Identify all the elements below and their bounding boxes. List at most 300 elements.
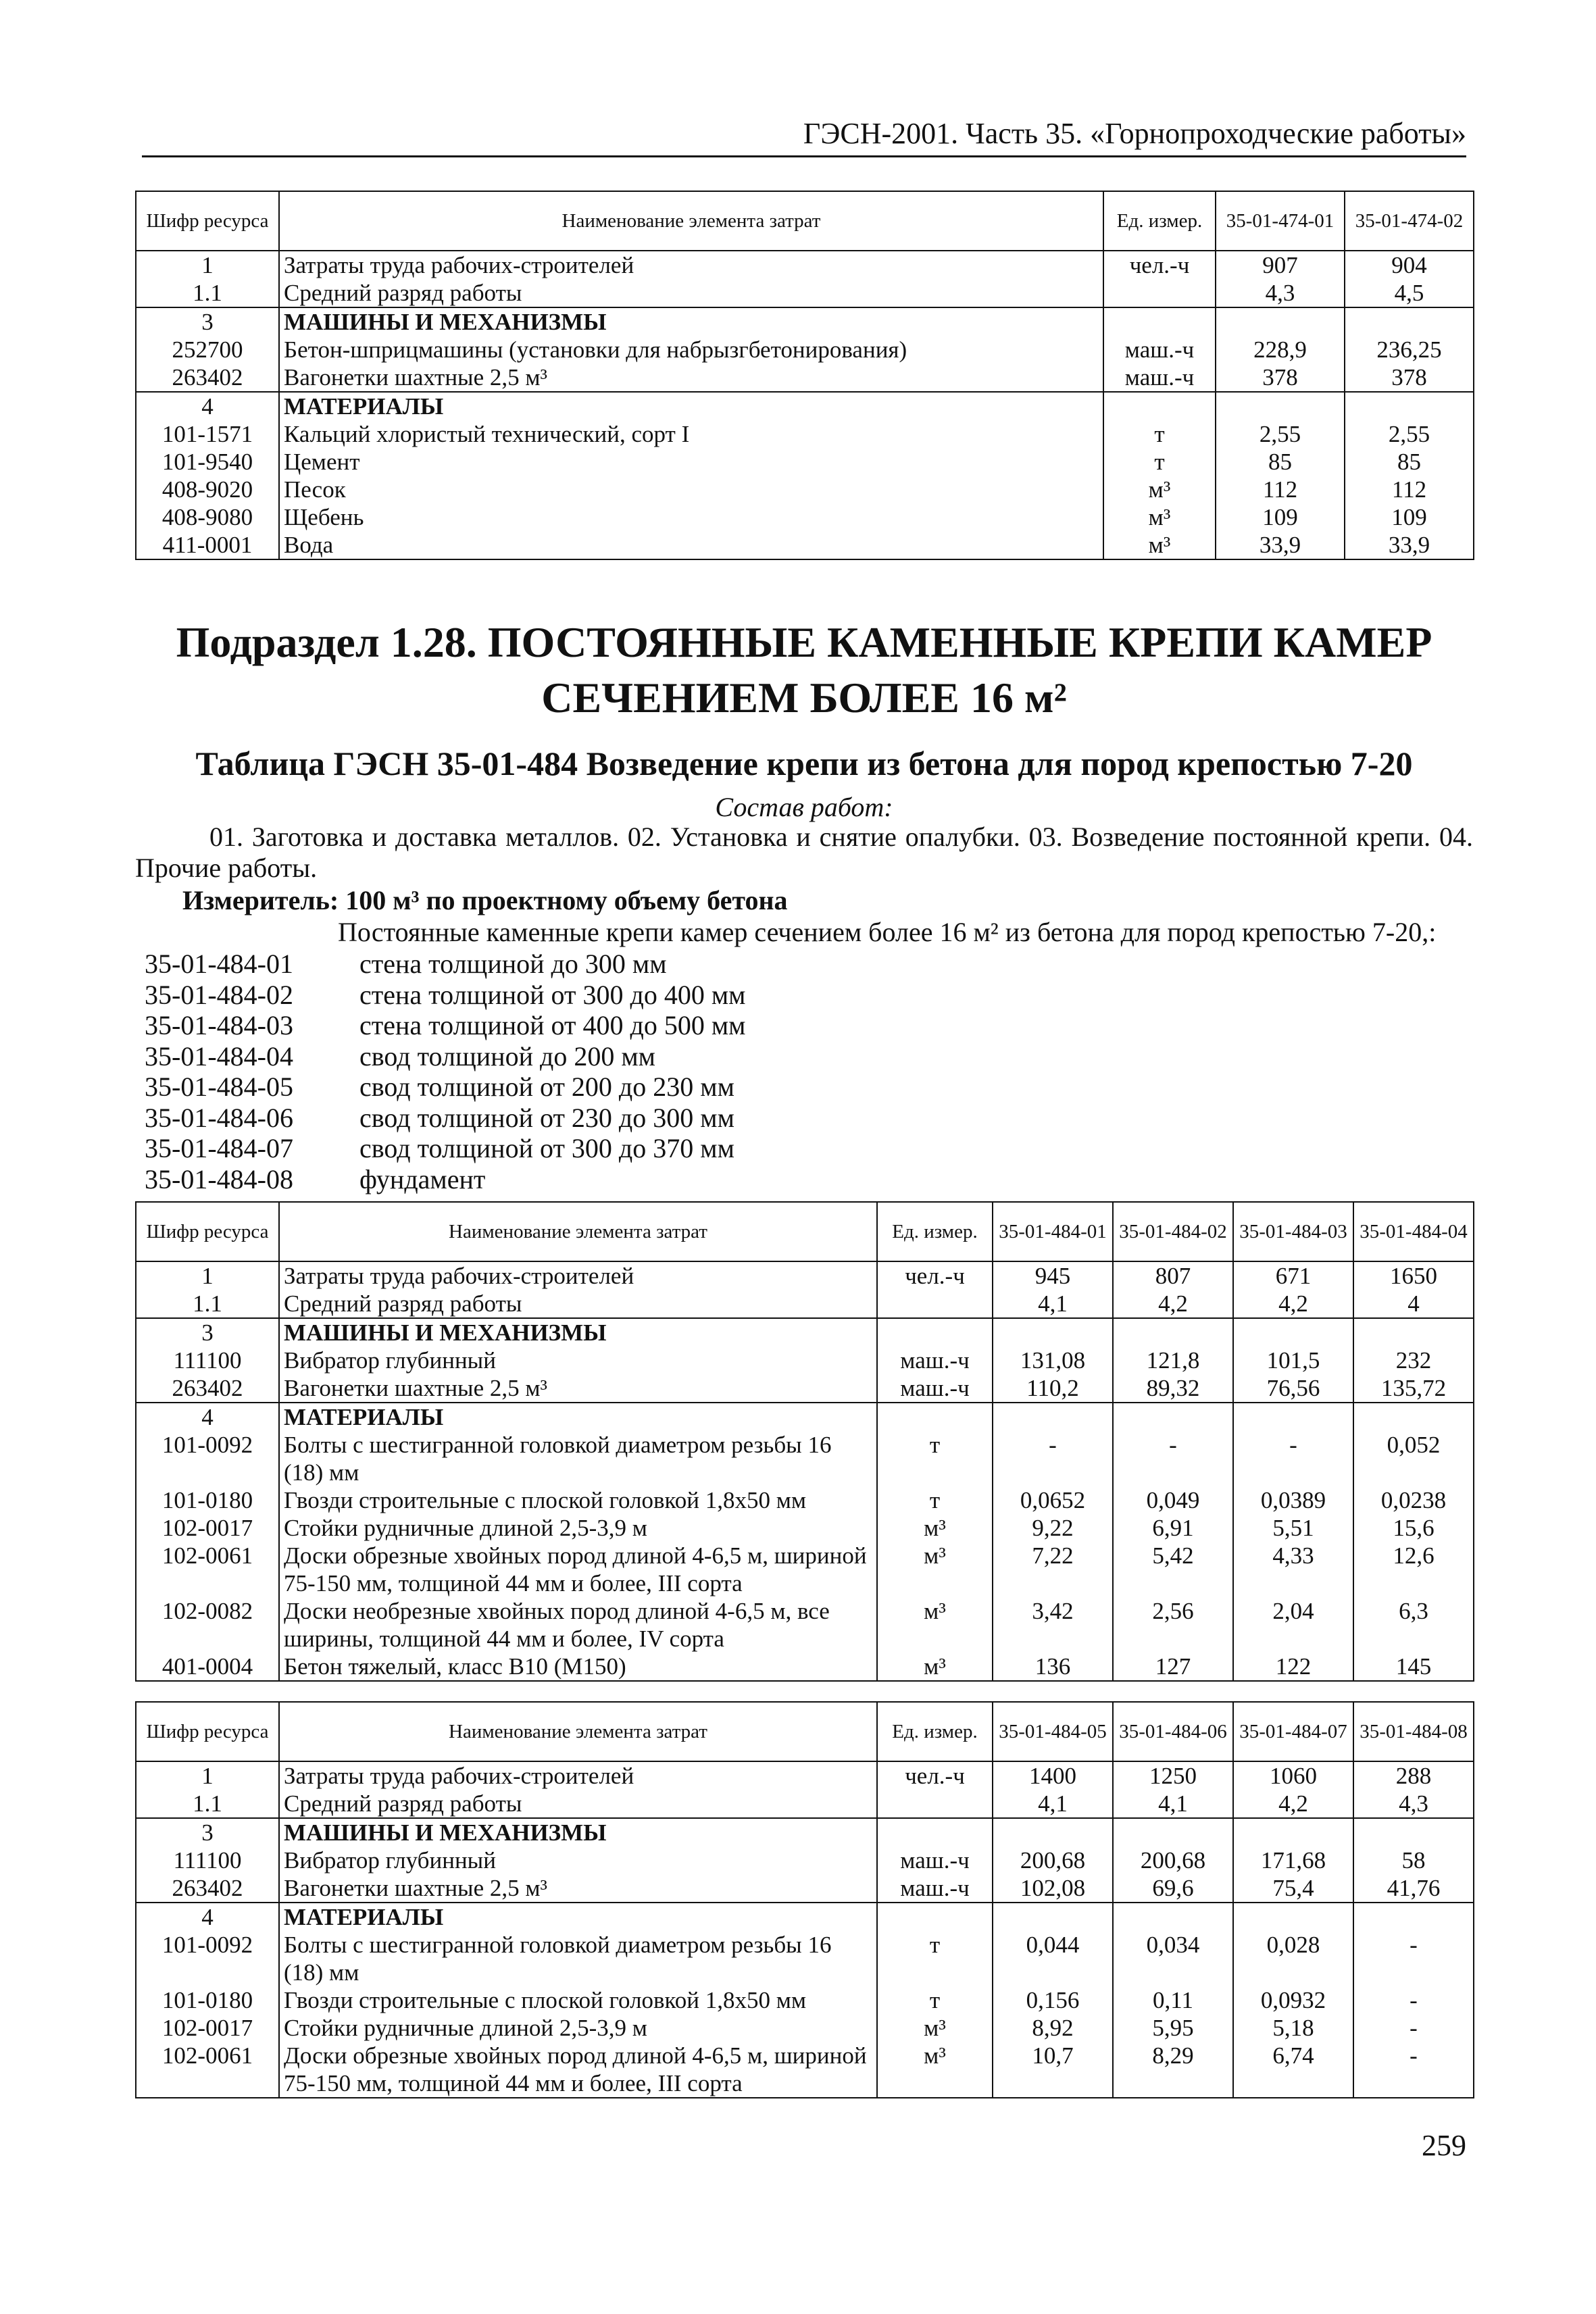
section-title: МАШИНЫ И МЕХАНИЗМЫ: [279, 1818, 877, 1846]
variant-item: [145, 1133, 1361, 1164]
variant-description: свод толщиной от 230 до 300 мм: [359, 1102, 734, 1133]
unit-cell: [877, 1403, 993, 1431]
value-cell: [1233, 1903, 1353, 1931]
unit-cell: маш.-ч: [1103, 363, 1216, 392]
value-cell: [993, 1903, 1113, 1931]
value-cell: [1353, 1818, 1474, 1846]
resource-code: 3: [136, 307, 279, 336]
col-code-header: Шифр ресурса: [136, 1702, 279, 1761]
cost-element-name: Кальций хлористый технический, сорт I: [279, 420, 1103, 448]
variant-item: [145, 1103, 1361, 1134]
cost-element-name: Песок: [279, 476, 1103, 503]
col-name-header: Наименование элемента затрат: [279, 1702, 877, 1761]
value-cell: 232: [1353, 1347, 1474, 1374]
col-variant-header: 35-01-484-06: [1113, 1702, 1233, 1761]
unit-cell: [1103, 392, 1216, 420]
value-cell: 7,22: [993, 1542, 1113, 1597]
cost-element-name: Стойки рудничные длиной 2,5-3,9 м: [279, 2014, 877, 2042]
value-cell: 807: [1113, 1261, 1233, 1290]
unit-cell: т: [877, 1931, 993, 1986]
value-cell: 4,1: [993, 1290, 1113, 1318]
variant-list: [145, 949, 1361, 1194]
resource-code: 4: [136, 392, 279, 420]
value-cell: 0,028: [1233, 1931, 1353, 1986]
value-cell: [1113, 1403, 1233, 1431]
unit-cell: [877, 1818, 993, 1846]
unit-cell: м³: [877, 1542, 993, 1597]
resource-code: 101-0092: [136, 1931, 279, 1986]
value-cell: 904: [1345, 251, 1474, 279]
section-row: [136, 1903, 1474, 1931]
col-name-header: Наименование элемента затрат: [279, 191, 1103, 251]
table-row: [136, 1261, 1474, 1290]
value-cell: 122: [1233, 1653, 1353, 1681]
resource-code: 1.1: [136, 1290, 279, 1318]
variant-code: 35-01-484-04: [145, 1040, 293, 1072]
unit-cell: чел.-ч: [1103, 251, 1216, 279]
value-cell: 0,049: [1113, 1486, 1233, 1514]
value-cell: 4,2: [1233, 1290, 1353, 1318]
cost-element-name: Бетон тяжелый, класс В10 (М150): [279, 1653, 877, 1681]
table-row: [136, 1374, 1474, 1403]
value-cell: 0,0389: [1233, 1486, 1353, 1514]
value-cell: 1400: [993, 1761, 1113, 1790]
value-cell: [1353, 1403, 1474, 1431]
variant-code: 35-01-484-02: [145, 979, 293, 1010]
cost-element-name: Щебень: [279, 503, 1103, 531]
resource-code: 1: [136, 251, 279, 279]
cost-element-name: Бетон-шприцмашины (установки для набрызгбетонирования): [279, 336, 1103, 363]
value-cell: 228,9: [1216, 336, 1345, 363]
unit-cell: маш.-ч: [877, 1374, 993, 1403]
cost-element-name: Гвозди строительные с плоской головкой 1,8х50 мм: [279, 1486, 877, 1514]
value-cell: -: [1113, 1431, 1233, 1486]
section-row: [136, 1818, 1474, 1846]
table-row: [136, 251, 1474, 279]
col-unit-header: Ед. измер.: [1103, 191, 1216, 251]
table-row: [136, 1347, 1474, 1374]
section-title: МАТЕРИАЛЫ: [279, 1403, 877, 1431]
unit-cell: чел.-ч: [877, 1761, 993, 1790]
col-name-header: Наименование элемента затрат: [279, 1202, 877, 1261]
value-cell: 131,08: [993, 1347, 1113, 1374]
value-cell: 110,2: [993, 1374, 1113, 1403]
value-cell: 4,33: [1233, 1542, 1353, 1597]
resource-code: 111100: [136, 1846, 279, 1874]
measure-line: Измеритель: 100 м³ по проектному объему бетона: [182, 885, 788, 915]
value-cell: 0,11: [1113, 1986, 1233, 2014]
resource-code: 101-0092: [136, 1431, 279, 1486]
value-cell: 8,92: [993, 2014, 1113, 2042]
page-number: 259: [1422, 2129, 1466, 2162]
value-cell: 4,5: [1345, 279, 1474, 307]
table-row: [136, 1790, 1474, 1818]
cost-element-name: Вибратор глубинный: [279, 1846, 877, 1874]
variant-description: стена толщиной от 300 до 400 мм: [359, 979, 746, 1010]
value-cell: -: [1353, 1931, 1474, 1986]
table-body: [136, 1261, 1474, 1681]
table-row: [136, 1986, 1474, 2014]
unit-cell: маш.-ч: [877, 1874, 993, 1903]
section-title: МАШИНЫ И МЕХАНИЗМЫ: [279, 1318, 877, 1347]
variant-item: [145, 1164, 1361, 1195]
value-cell: [1233, 1818, 1353, 1846]
section-row: [136, 392, 1474, 420]
variant-item: [145, 980, 1361, 1011]
cost-element-name: Доски необрезные хвойных пород длиной 4-6,5 м, все ширины, толщиной 44 мм и более, IV сорта: [279, 1597, 877, 1653]
table-row: [136, 476, 1474, 503]
col-unit-header: Ед. измер.: [877, 1202, 993, 1261]
value-cell: 85: [1345, 448, 1474, 476]
value-cell: [1233, 1403, 1353, 1431]
col-variant-header: 35-01-484-01: [993, 1202, 1113, 1261]
cost-element-name: Болты с шестигранной головкой диаметром резьбы 16 (18) мм: [279, 1431, 877, 1486]
table-row: [136, 279, 1474, 307]
value-cell: 69,6: [1113, 1874, 1233, 1903]
cost-table-484-01-04: [135, 1201, 1474, 1682]
value-cell: 4,2: [1233, 1790, 1353, 1818]
section-title: МАТЕРИАЛЫ: [279, 1903, 877, 1931]
table-row: [136, 2014, 1474, 2042]
value-cell: 5,95: [1113, 2014, 1233, 2042]
value-cell: 101,5: [1233, 1347, 1353, 1374]
resource-code: 3: [136, 1818, 279, 1846]
value-cell: 6,91: [1113, 1514, 1233, 1542]
cost-element-name: Болты с шестигранной головкой диаметром резьбы 16 (18) мм: [279, 1931, 877, 1986]
table-row: [136, 1874, 1474, 1903]
value-cell: 0,0652: [993, 1486, 1113, 1514]
variant-item: [145, 1041, 1361, 1072]
cost-element-name: Гвозди строительные с плоской головкой 1,8х50 мм: [279, 1986, 877, 2014]
table-row: [136, 1431, 1474, 1486]
resource-code: 101-0180: [136, 1486, 279, 1514]
table-row: [136, 503, 1474, 531]
variants-intro: Постоянные каменные крепи камер сечением более 16 м² из бетона для пород крепостью 7-20,:: [338, 917, 1437, 947]
cost-element-name: Вагонетки шахтные 2,5 м³: [279, 1374, 877, 1403]
value-cell: [1233, 1318, 1353, 1347]
value-cell: 8,29: [1113, 2042, 1233, 2098]
value-cell: 0,156: [993, 1986, 1113, 2014]
value-cell: 2,55: [1216, 420, 1345, 448]
running-header: ГЭСН-2001. Часть 35. «Горнопроходческие работы»: [142, 116, 1466, 157]
section-title: МАТЕРИАЛЫ: [279, 392, 1103, 420]
resource-code: 401-0004: [136, 1653, 279, 1681]
value-cell: -: [1353, 2014, 1474, 2042]
cost-element-name: Вагонетки шахтные 2,5 м³: [279, 1874, 877, 1903]
subsection-title: [135, 615, 1473, 726]
value-cell: 12,6: [1353, 1542, 1474, 1597]
cost-element-name: Вода: [279, 531, 1103, 559]
value-cell: 135,72: [1353, 1374, 1474, 1403]
table-row: [136, 1542, 1474, 1597]
variant-description: стена толщиной до 300 мм: [359, 949, 667, 979]
value-cell: 109: [1345, 503, 1474, 531]
value-cell: 5,42: [1113, 1542, 1233, 1597]
value-cell: 109: [1216, 503, 1345, 531]
unit-cell: [877, 1290, 993, 1318]
value-cell: 5,51: [1233, 1514, 1353, 1542]
resource-code: 411-0001: [136, 531, 279, 559]
value-cell: 378: [1216, 363, 1345, 392]
value-cell: 2,55: [1345, 420, 1474, 448]
col-variant-header: 35-01-484-03: [1233, 1202, 1353, 1261]
cost-table-484-05-08: [135, 1701, 1474, 2098]
table-header: [136, 191, 1474, 251]
resource-code: 408-9020: [136, 476, 279, 503]
value-cell: 378: [1345, 363, 1474, 392]
resource-code: 263402: [136, 1374, 279, 1403]
value-cell: 200,68: [1113, 1846, 1233, 1874]
value-cell: 0,0238: [1353, 1486, 1474, 1514]
table-row: [136, 1597, 1474, 1653]
value-cell: 288: [1353, 1761, 1474, 1790]
table-row: [136, 531, 1474, 559]
unit-cell: [1103, 307, 1216, 336]
table-row: [136, 1653, 1474, 1681]
col-variant-header: 35-01-474-01: [1216, 191, 1345, 251]
value-cell: 112: [1216, 476, 1345, 503]
value-cell: 121,8: [1113, 1347, 1233, 1374]
unit-cell: т: [1103, 420, 1216, 448]
value-cell: 85: [1216, 448, 1345, 476]
cost-element-name: Вибратор глубинный: [279, 1347, 877, 1374]
table-row: [136, 1931, 1474, 1986]
unit-cell: чел.-ч: [877, 1261, 993, 1290]
unit-cell: т: [877, 1431, 993, 1486]
value-cell: 33,9: [1216, 531, 1345, 559]
value-cell: 907: [1216, 251, 1345, 279]
value-cell: [1113, 1903, 1233, 1931]
cost-element-name: Затраты труда рабочих-строителей: [279, 251, 1103, 279]
variant-item: [145, 1072, 1361, 1103]
table-body: [136, 251, 1474, 559]
table-row: [136, 1761, 1474, 1790]
table-header: [136, 1702, 1474, 1761]
value-cell: 3,42: [993, 1597, 1113, 1653]
resource-code: 408-9080: [136, 503, 279, 531]
value-cell: 4: [1353, 1290, 1474, 1318]
value-cell: [993, 1318, 1113, 1347]
variant-code: 35-01-484-06: [145, 1102, 293, 1133]
unit-cell: м³: [877, 1653, 993, 1681]
value-cell: [1353, 1318, 1474, 1347]
unit-cell: м³: [877, 1597, 993, 1653]
value-cell: 1650: [1353, 1261, 1474, 1290]
unit-cell: [1103, 279, 1216, 307]
table-row: [136, 1486, 1474, 1514]
value-cell: 102,08: [993, 1874, 1113, 1903]
resource-code: 263402: [136, 363, 279, 392]
resource-code: 4: [136, 1403, 279, 1431]
col-variant-header: 35-01-484-04: [1353, 1202, 1474, 1261]
variant-code: 35-01-484-03: [145, 1010, 293, 1040]
value-cell: 236,25: [1345, 336, 1474, 363]
table-row: [136, 363, 1474, 392]
value-cell: -: [993, 1431, 1113, 1486]
variant-description: фундамент: [359, 1163, 486, 1194]
section-row: [136, 307, 1474, 336]
cost-element-name: Стойки рудничные длиной 2,5-3,9 м: [279, 1514, 877, 1542]
table-row: [136, 1846, 1474, 1874]
unit-cell: т: [877, 1986, 993, 2014]
col-variant-header: 35-01-484-07: [1233, 1702, 1353, 1761]
resource-code: 101-9540: [136, 448, 279, 476]
variant-code: 35-01-484-08: [145, 1163, 293, 1194]
value-cell: 6,3: [1353, 1597, 1474, 1653]
work-composition-text: 01. Заготовка и доставка металлов. 02. Установка и снятие опалубки. 03. Возведение постоянной крепи. 04. Прочие работы.: [135, 822, 1473, 883]
work-composition-title: Состав работ:: [715, 792, 893, 822]
col-unit-header: Ед. измер.: [877, 1702, 993, 1761]
value-cell: 9,22: [993, 1514, 1113, 1542]
value-cell: 41,76: [1353, 1874, 1474, 1903]
table-header: [136, 1202, 1474, 1261]
unit-cell: м³: [1103, 503, 1216, 531]
value-cell: 0,034: [1113, 1931, 1233, 1986]
value-cell: 0,0932: [1233, 1986, 1353, 2014]
variant-description: стена толщиной от 400 до 500 мм: [359, 1010, 746, 1040]
value-cell: 671: [1233, 1261, 1353, 1290]
value-cell: 5,18: [1233, 2014, 1353, 2042]
value-cell: -: [1233, 1431, 1353, 1486]
resource-code: 102-0061: [136, 1542, 279, 1597]
resource-code: 102-0017: [136, 2014, 279, 2042]
cost-element-name: Затраты труда рабочих-строителей: [279, 1761, 877, 1790]
unit-cell: м³: [1103, 476, 1216, 503]
table-row: [136, 1290, 1474, 1318]
cost-element-name: Доски обрезные хвойных пород длиной 4-6,5 м, шириной 75-150 мм, толщиной 44 мм и более, III сорта: [279, 2042, 877, 2098]
section-row: [136, 1318, 1474, 1347]
value-cell: -: [1353, 1986, 1474, 2014]
variant-code: 35-01-484-05: [145, 1072, 293, 1102]
value-cell: 200,68: [993, 1846, 1113, 1874]
value-cell: 4,3: [1216, 279, 1345, 307]
value-cell: 127: [1113, 1653, 1233, 1681]
value-cell: 1060: [1233, 1761, 1353, 1790]
col-variant-header: 35-01-474-02: [1345, 191, 1474, 251]
resource-code: 101-0180: [136, 1986, 279, 2014]
unit-cell: м³: [877, 1514, 993, 1542]
table-row: [136, 448, 1474, 476]
unit-cell: [877, 1903, 993, 1931]
resource-code: 102-0017: [136, 1514, 279, 1542]
variant-description: свод толщиной от 200 до 230 мм: [359, 1072, 734, 1102]
table-title: Таблица ГЭСН 35-01-484 Возведение крепи из бетона для пород крепостью 7-20: [195, 745, 1413, 782]
value-cell: 89,32: [1113, 1374, 1233, 1403]
variant-item: [145, 949, 1361, 980]
value-cell: 1250: [1113, 1761, 1233, 1790]
cost-element-name: Затраты труда рабочих-строителей: [279, 1261, 877, 1290]
unit-cell: [877, 1318, 993, 1347]
value-cell: 2,56: [1113, 1597, 1233, 1653]
value-cell: [1113, 1818, 1233, 1846]
cost-element-name: Вагонетки шахтные 2,5 м³: [279, 363, 1103, 392]
variant-description: свод толщиной от 300 до 370 мм: [359, 1133, 734, 1163]
value-cell: 10,7: [993, 2042, 1113, 2098]
resource-code: 102-0061: [136, 2042, 279, 2098]
resource-code: 1: [136, 1761, 279, 1790]
value-cell: [1345, 392, 1474, 420]
variant-item: [145, 1010, 1361, 1041]
value-cell: 33,9: [1345, 531, 1474, 559]
unit-cell: маш.-ч: [1103, 336, 1216, 363]
cost-table-474: [135, 191, 1474, 560]
resource-code: 1.1: [136, 1790, 279, 1818]
col-variant-header: 35-01-484-05: [993, 1702, 1113, 1761]
value-cell: [1353, 1903, 1474, 1931]
value-cell: [993, 1818, 1113, 1846]
resource-code: 1: [136, 1261, 279, 1290]
value-cell: 76,56: [1233, 1374, 1353, 1403]
cost-element-name: Цемент: [279, 448, 1103, 476]
table-row: [136, 2042, 1474, 2098]
resource-code: 1.1: [136, 279, 279, 307]
value-cell: 145: [1353, 1653, 1474, 1681]
resource-code: 111100: [136, 1347, 279, 1374]
variant-description: свод толщиной до 200 мм: [359, 1040, 655, 1072]
value-cell: 4,1: [1113, 1790, 1233, 1818]
value-cell: 0,044: [993, 1931, 1113, 1986]
value-cell: 0,052: [1353, 1431, 1474, 1486]
variant-code: 35-01-484-07: [145, 1133, 293, 1163]
unit-cell: м³: [1103, 531, 1216, 559]
subsection-title-line2: СЕЧЕНИЕМ БОЛЕЕ 16 м²: [541, 674, 1067, 722]
value-cell: [1113, 1318, 1233, 1347]
table-row: [136, 1514, 1474, 1542]
resource-code: 102-0082: [136, 1597, 279, 1653]
value-cell: [1345, 307, 1474, 336]
resource-code: 4: [136, 1903, 279, 1931]
cost-element-name: Средний разряд работы: [279, 1790, 877, 1818]
value-cell: 171,68: [1233, 1846, 1353, 1874]
table-row: [136, 420, 1474, 448]
value-cell: 75,4: [1233, 1874, 1353, 1903]
unit-cell: маш.-ч: [877, 1347, 993, 1374]
unit-cell: т: [1103, 448, 1216, 476]
variant-code: 35-01-484-01: [145, 949, 293, 979]
unit-cell: [877, 1790, 993, 1818]
value-cell: 6,74: [1233, 2042, 1353, 2098]
col-variant-header: 35-01-484-08: [1353, 1702, 1474, 1761]
value-cell: 4,1: [993, 1790, 1113, 1818]
cost-element-name: Средний разряд работы: [279, 1290, 877, 1318]
value-cell: [1216, 307, 1345, 336]
unit-cell: м³: [877, 2014, 993, 2042]
unit-cell: т: [877, 1486, 993, 1514]
value-cell: 112: [1345, 476, 1474, 503]
subsection-title-line1: Подраздел 1.28. ПОСТОЯННЫЕ КАМЕННЫЕ КРЕПИ КАМЕР: [176, 618, 1432, 666]
section-title: МАШИНЫ И МЕХАНИЗМЫ: [279, 307, 1103, 336]
table-row: [136, 336, 1474, 363]
value-cell: 4,2: [1113, 1290, 1233, 1318]
col-variant-header: 35-01-484-02: [1113, 1202, 1233, 1261]
col-code-header: Шифр ресурса: [136, 1202, 279, 1261]
col-code-header: Шифр ресурса: [136, 191, 279, 251]
value-cell: 2,04: [1233, 1597, 1353, 1653]
value-cell: 4,3: [1353, 1790, 1474, 1818]
table-body: [136, 1761, 1474, 2098]
resource-code: 3: [136, 1318, 279, 1347]
unit-cell: м³: [877, 2042, 993, 2098]
value-cell: [993, 1403, 1113, 1431]
value-cell: 58: [1353, 1846, 1474, 1874]
value-cell: 15,6: [1353, 1514, 1474, 1542]
resource-code: 252700: [136, 336, 279, 363]
resource-code: 263402: [136, 1874, 279, 1903]
value-cell: 136: [993, 1653, 1113, 1681]
value-cell: 945: [993, 1261, 1113, 1290]
section-row: [136, 1403, 1474, 1431]
cost-element-name: Доски обрезные хвойных пород длиной 4-6,5 м, шириной 75-150 мм, толщиной 44 мм и более, III сорта: [279, 1542, 877, 1597]
